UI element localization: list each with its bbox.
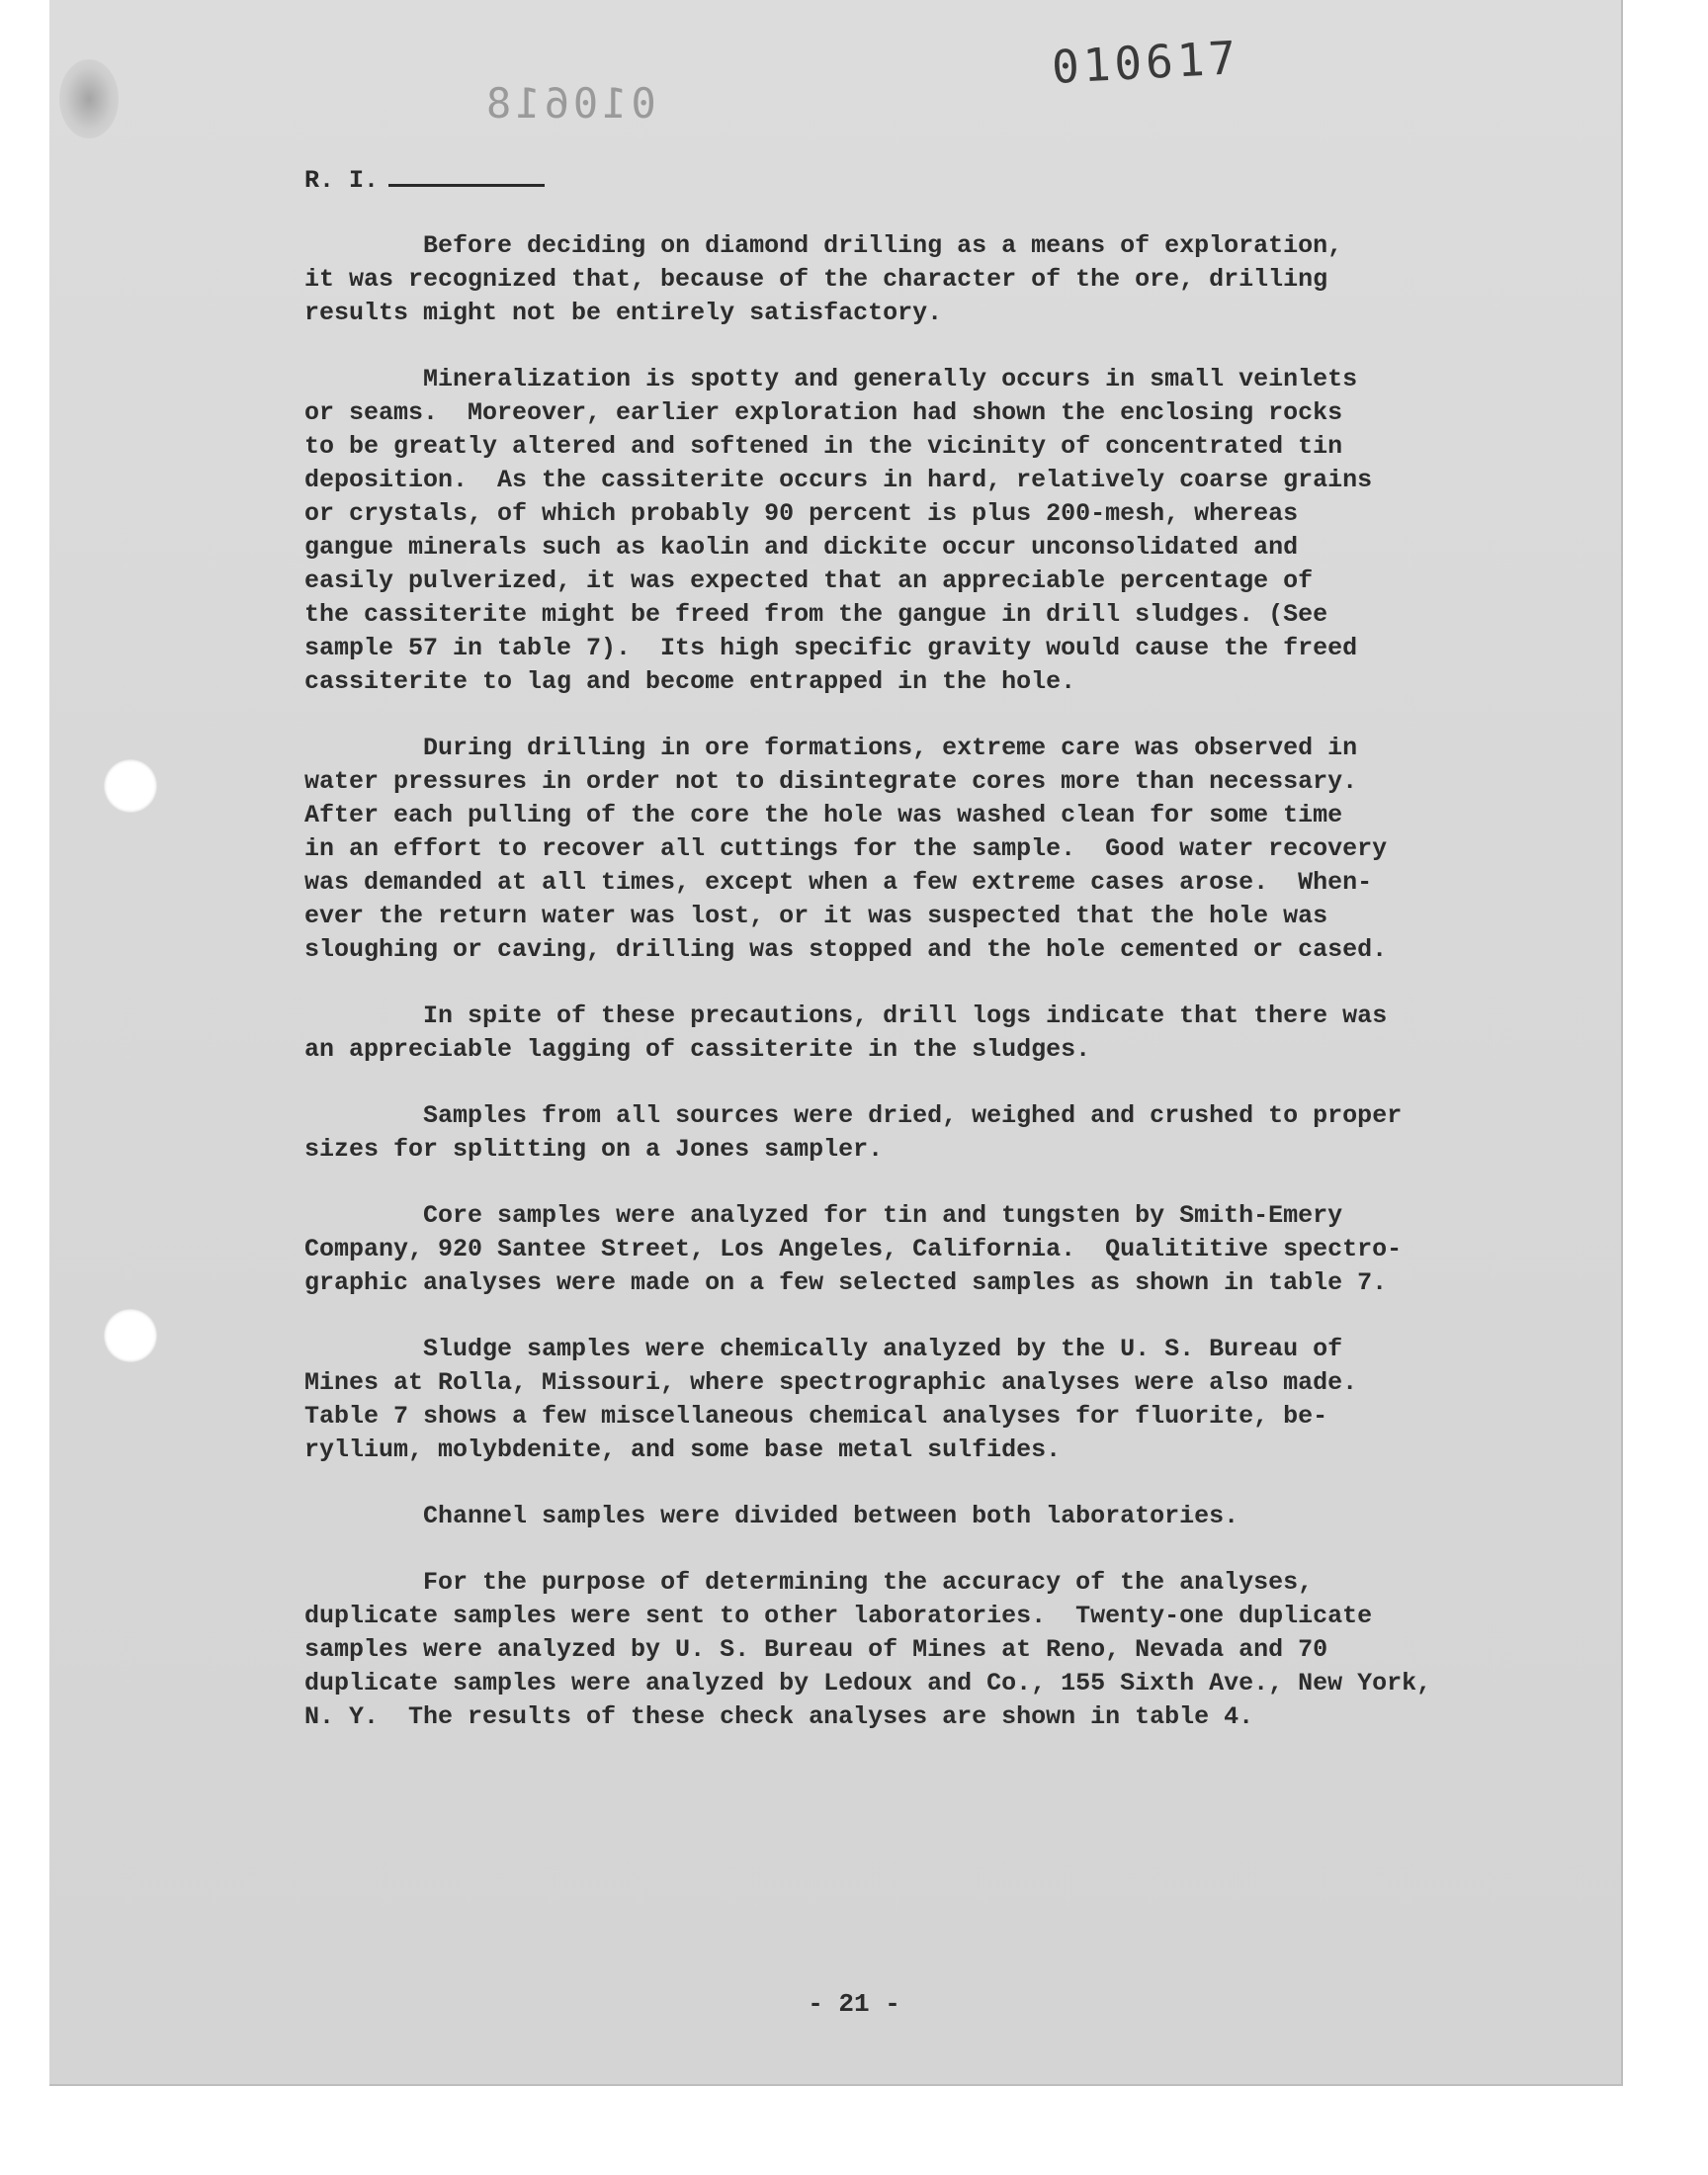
report-of-investigations-label bbox=[304, 166, 545, 195]
paragraph-channel-samples: Channel samples were divided between both laboratories. bbox=[304, 1502, 1239, 1530]
paragraph-mineralization: Mineralization is spotty and generally occurs in small veinlets or seams. Moreover, earlier exploration had shown the enclosing rocks to be greatly altered and softened in the vicinity of concentrated tin deposition. As the cassiterite occurs in hard, relatively coarse grains or crystals, of which probably 90 percent is plus 200-mesh, whereas gangue minerals such as kaolin and dickite occur unconsolidated and easily pulverized, it was expected that an appreciable percentage of the cassiterite might be freed from the gangue in drill sludges. (See sample 57 in table 7). Its high specific gravity would cause the freed cassiterite to lag and become entrapped in the hole. bbox=[304, 365, 1373, 696]
paragraph-check-analyses: For the purpose of determining the accuracy of the analyses, duplicate samples were sent to other laboratories. Twenty-one duplicate samples were analyzed by U. S. Bureau of Mines at Reno, Nevada and 70 duplicate samples were analyzed by Ledoux and Co., 155 Sixth Ave., New York, N. Y. The results of these check analyses are shown in table 4. bbox=[304, 1568, 1432, 1731]
punch-hole bbox=[104, 1309, 157, 1362]
document-number: 010617 bbox=[1050, 31, 1241, 94]
paragraph-drilling-decision: Before deciding on diamond drilling as a means of exploration, it was recognized that, because of the character of the ore, drilling results might not be entirely satisfactory. bbox=[304, 231, 1343, 327]
paragraph-sample-prep: Samples from all sources were dried, weighed and crushed to proper sizes for splitting on a Jones sampler. bbox=[304, 1101, 1403, 1164]
paragraph-drilling-care: During drilling in ore formations, extreme care was observed in water pressures in order not to disintegrate cores more than necessary. After each pulling of the core the hole was washed clean for some time in an effort to recover all cuttings for the sample. Good water recovery was demanded at all times, except when a few extreme cases arose. When- ever the return water was lost, or it was suspected that the hole was sloughing or caving, drilling was stopped and the hole cemented or cased. bbox=[304, 734, 1388, 964]
paragraph-core-samples: Core samples were analyzed for tin and tungsten by Smith-Emery Company, 920 Santee Street, Los Angeles, California. Qualititive spectro- graphic analyses were made on a few selected samples as shown in table 7. bbox=[304, 1201, 1403, 1297]
document-number-bleedthrough: 010618 bbox=[482, 79, 656, 128]
paragraph-sludge-samples: Sludge samples were chemically analyzed by the U. S. Bureau of Mines at Rolla, Missouri, where spectrographic analyses were also made. Table 7 shows a few miscellaneous chemical analyses for fluorite, be- ryllium, molybdenite, and some base metal sulfides. bbox=[304, 1335, 1358, 1464]
page-number: - 21 - bbox=[808, 1989, 900, 2019]
ri-blank-line bbox=[388, 184, 545, 187]
ri-label-text: R. I. bbox=[304, 166, 380, 195]
scan-smudge bbox=[59, 59, 119, 138]
paragraph-precautions: In spite of these precautions, drill logs indicate that there was an appreciable lagging of cassiterite in the sludges. bbox=[304, 1001, 1388, 1064]
punch-hole bbox=[104, 759, 157, 813]
document-body bbox=[304, 229, 1550, 1767]
